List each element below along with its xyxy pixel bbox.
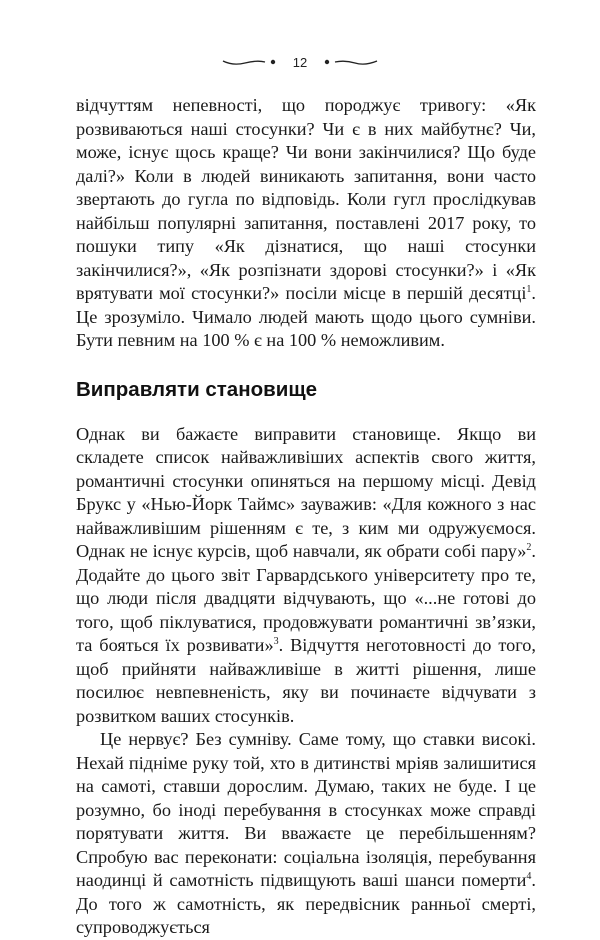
paragraph-text: . До того ж самотність, як передвісник ранньої смерті, супроводжується	[76, 870, 536, 937]
section-heading: Виправляти становище	[76, 377, 318, 401]
paragraph	[76, 728, 536, 940]
footnote-ref-3: 3	[273, 635, 279, 647]
left-ornament-icon	[221, 56, 277, 68]
paragraph-text: Однак ви бажаєте виправити становище. Якщо ви складете список найважливіших аспектів свого життя, романтичні стосунки опиняться на першому місці. Девід Брукс у «Нью-Йорк Таймс» зауважив: «Для кожного з нас найважливішим рішенням є те, з ким ми одружуємося. Однак не існує курсів, щоб навчали, як обрати собі пару»	[76, 423, 536, 561]
footnote-ref-1: 1	[526, 283, 532, 295]
page-body	[76, 94, 536, 940]
right-ornament-icon	[323, 56, 379, 68]
paragraph-text: . Відчуття неготовності до того, щоб прийняти найважливіше в житті рішення, лише посилює невпевненість, яку ви починаєте відчувати з розвитком ваших стосунків.	[76, 635, 536, 726]
paragraph-text: Це нервує? Без сумніву. Саме тому, що ставки високі. Нехай підніме руку той, хто в дитинстві мріяв залишитися на самоті, ставши дорослим. Думаю, таких не буде. І це розумно, бо іноді перебування в стосунках може справді порятувати життя. Ви вважаєте це перебільшенням? Спробую вас переконати: соціальна ізоляція, перебування наодинці й самотність підвищують ваші шанси померти	[76, 729, 536, 890]
paragraph-text: відчуттям непевності, що породжує тривогу: «Як розвиваються наші стосунки? Чи є в них майбутнє? Чи, може, існує щось краще? Чи вони закінчилися? Що буде далі?» Коли в людей виникають запитання, вони часто звертають до гугла по відповідь. Коли гугл прослідкував найбільш популярні запитання, поставлені 2017 року, то пошуки типу «Як дізнатися, що наші стосунки закінчилися?», «Як розпізнати здорові стосунки?» і «Як врятувати мої стосунки?» посіли місце в першій десятці	[76, 95, 536, 303]
paragraph-continued	[76, 94, 536, 353]
page-header	[0, 50, 600, 74]
footnote-ref-2: 2	[526, 541, 532, 553]
paragraph-text: . Це зрозуміло. Чимало людей мають щодо цього сумніви. Бути певним на 100 % є на 100 % неможливим.	[76, 283, 536, 350]
footnote-ref-4: 4	[526, 870, 532, 882]
paragraph-text: . Додайте до цього звіт Гарвардського університету про те, що люди після двадцяти відчувають, що «...не готові до того, щоб піклуватися, продовжувати романтичні зв’язки, та бояться їх розвивати»	[76, 541, 536, 655]
page-number: 12	[292, 54, 308, 70]
paragraph	[76, 423, 536, 729]
